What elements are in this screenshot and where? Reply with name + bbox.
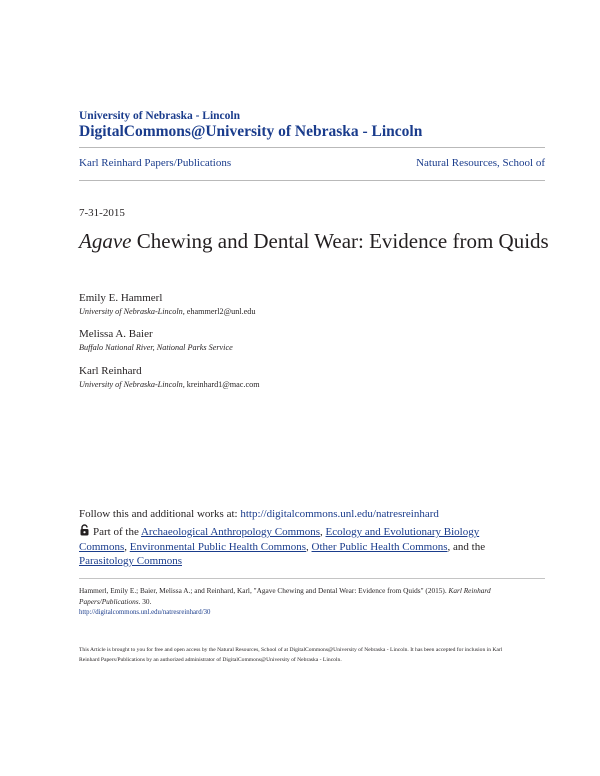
part-of-prefix: Part of the (93, 526, 139, 538)
author-block (79, 291, 256, 318)
follow-line (79, 508, 439, 520)
open-access-lock-icon (79, 524, 90, 536)
access-notice: This Article is brought to you for free and open access by the Natural Resources, School of at DigitalCommons@University of Nebraska - Lincoln. It has been accepted for inclusion in Karl Reinhard Papers/Publications by an authorized administrator of DigitalCommons@University of Nebraska - Lincoln. (79, 647, 503, 663)
article-title-rest: Chewing and Dental Wear: Evidence from Quids (131, 229, 549, 253)
author-name: Karl Reinhard (79, 365, 142, 377)
follow-label: Follow this and additional works at: (79, 508, 238, 520)
header-divider-bottom (79, 180, 545, 181)
citation-url-link[interactable]: http://digitalcommons.unl.edu/natresreinhard/30 (79, 609, 211, 616)
author-affiliation: Buffalo National River, National Parks Service (79, 343, 233, 352)
article-title (79, 229, 549, 253)
commons-link-parasitology[interactable]: Parasitology Commons (79, 555, 182, 567)
citation-number: . 30. (138, 597, 152, 606)
publication-date: 7-31-2015 (79, 207, 125, 219)
author-affiliation: University of Nebraska-Lincoln, ehammerl2@unl.edu (79, 307, 256, 316)
commons-link-environmental-public-health[interactable]: Environmental Public Health Commons (129, 540, 307, 553)
citation-divider (79, 578, 545, 579)
collection-link-natural-resources[interactable]: Natural Resources, School of (416, 157, 545, 169)
article-title-italic: Agave (79, 229, 132, 253)
author-affiliation: University of Nebraska-Lincoln, kreinhard1@mac.com (79, 380, 260, 389)
affiliation-text: University of Nebraska-Lincoln (79, 307, 183, 316)
commons-link-other-public-health[interactable]: Other Public Health Commons (311, 540, 448, 553)
repository-name[interactable]: DigitalCommons@University of Nebraska - Lincoln (79, 123, 423, 140)
author-name: Emily E. Hammerl (79, 292, 163, 304)
author-block (79, 364, 260, 391)
commons-link-archaeological-anthropology[interactable]: Archaeological Anthropology Commons (140, 526, 321, 538)
recommended-citation (79, 585, 519, 618)
author-email[interactable]: kreinhard1@mac.com (186, 380, 260, 389)
part-of-and-the: , and the (447, 540, 486, 553)
citation-text: Hammerl, Emily E.; Baier, Melissa A.; and Reinhard, Karl, "Agave Chewing and Dental Wear: Evidence from Quids" (2015). (79, 586, 447, 595)
part-of-commons: Part of the Archaeological Anthropology Commons, Ecology and Evolutionary Biology Commons, Environmental Public Health Commons, Other Public Health Commons, and the Parasitology Commons (79, 526, 486, 567)
header-divider-top (79, 147, 545, 148)
institution-name[interactable]: University of Nebraska - Lincoln (79, 110, 240, 122)
author-name: Melissa A. Baier (79, 328, 153, 340)
author-email[interactable]: ehammerl2@unl.edu (186, 307, 256, 316)
follow-url-link[interactable]: http://digitalcommons.unl.edu/natresreinhard (240, 508, 439, 520)
commons-link-ecology-evolutionary-biology[interactable]: Ecology and Evolutionary Biology Commons (79, 526, 480, 553)
affiliation-text: University of Nebraska-Lincoln (79, 380, 183, 389)
author-block (79, 327, 233, 354)
collection-link-papers[interactable]: Karl Reinhard Papers/Publications (79, 157, 232, 169)
citation-journal: Karl Reinhard Papers/Publications (79, 586, 491, 606)
